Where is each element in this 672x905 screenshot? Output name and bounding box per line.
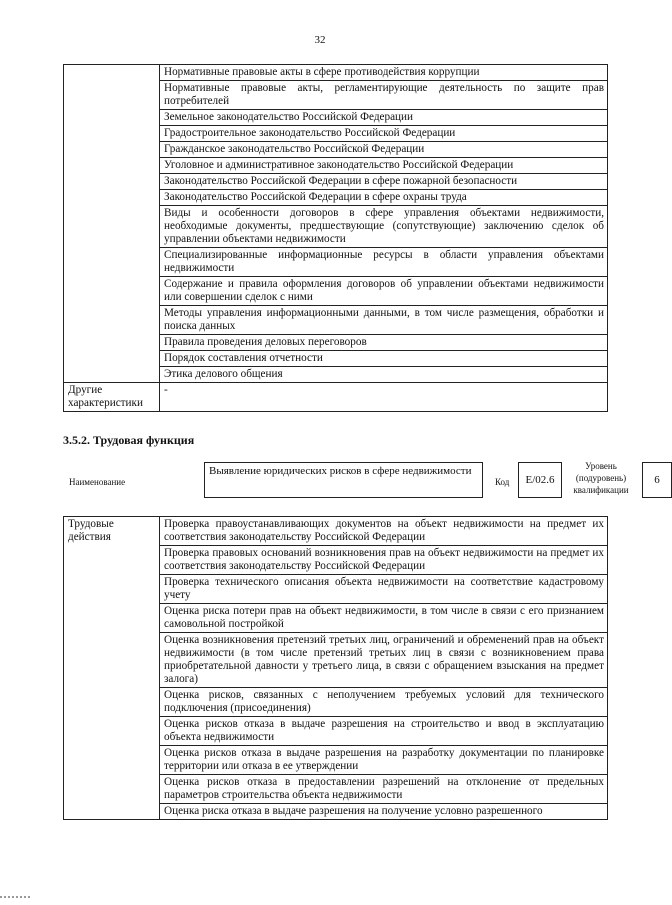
- section-heading: 3.5.2. Трудовая функция: [63, 433, 195, 447]
- actions-table: [63, 516, 608, 820]
- labor-action-text: Проверка правоустанавливающих документов на объект недвижимости на предмет их соответствия законодательству Российской Федерации: [160, 517, 608, 546]
- actions-body: [64, 517, 608, 820]
- knowledge-item-text: Законодательство Российской Федерации в сфере пожарной безопасности: [160, 174, 608, 190]
- labor-action-text: Проверка правовых оснований возникновения прав на объект недвижимости на предмет их соответствия законодательству Российской Федерации: [160, 546, 608, 575]
- knowledge-item: [64, 65, 608, 81]
- row-group-label: Трудовые действия: [64, 517, 160, 820]
- labor-action-text: Проверка технического описания объекта недвижимости на соответствие кадастровому учету: [160, 575, 608, 604]
- page-number: 32: [314, 34, 326, 46]
- knowledge-item-text: Законодательство Российской Федерации в сфере охраны труда: [160, 190, 608, 206]
- knowledge-item-text: Порядок составления отчетности: [160, 351, 608, 367]
- knowledge-item-text: Этика делового общения: [160, 367, 608, 383]
- knowledge-item-text: Уголовное и административное законодательство Российской Федерации: [160, 158, 608, 174]
- labor-action-text: Оценка рисков отказа в предоставлении разрешений на отклонение от предельных параметров строительства объекта недвижимости: [160, 775, 608, 804]
- knowledge-item-text: Земельное законодательство Российской Федерации: [160, 110, 608, 126]
- labor-action-text: Оценка рисков, связанных с неполучением требуемых условий для технического подключения (присоединения): [160, 688, 608, 717]
- labor-action-text: Оценка рисков отказа в выдаче разрешения на разработку документации по планировке территории или отказа в ее утверждении: [160, 746, 608, 775]
- scan-edge-mark: [0, 896, 30, 898]
- other-characteristics-value: -: [160, 383, 608, 412]
- level-label: Уровень (подуровень) квалификации: [573, 461, 629, 495]
- knowledge-item-text: Градостроительное законодательство Российской Федерации: [160, 126, 608, 142]
- knowledge-item-text: Методы управления информационными данными, в том числе размещения, обработки и поиска данных: [160, 306, 608, 335]
- other-characteristics-row: [64, 383, 608, 412]
- knowledge-table: [63, 64, 608, 412]
- function-code: E/02.6: [518, 462, 562, 498]
- code-label: Код: [495, 477, 510, 487]
- labor-action: [64, 517, 608, 546]
- function-header: [63, 460, 660, 504]
- name-label: Наименование: [69, 477, 126, 487]
- labor-action-text: Оценка рисков отказа в выдаче разрешения на строительство и ввод в эксплуатацию объекта недвижимости: [160, 717, 608, 746]
- labor-action-text: Оценка риска потери прав на объект недвижимости, в том числе в связи с его признанием самовольной постройкой: [160, 604, 608, 633]
- row-group-label: [64, 65, 160, 383]
- knowledge-item-text: Специализированные информационные ресурсы в области управления объектами недвижимости: [160, 248, 608, 277]
- qualification-level: 6: [642, 462, 672, 498]
- knowledge-body: [64, 65, 608, 412]
- labor-action-text: Оценка возникновения претензий третьих лиц, ограничений и обременений прав на объект недвижимости (в том числе претензий третьих лиц в связи с возникновением права приобретательной давности у третьего лица, в связи с обращением взыскания на предмет залога): [160, 633, 608, 688]
- knowledge-item-text: Правила проведения деловых переговоров: [160, 335, 608, 351]
- other-characteristics-label: Другие характеристики: [64, 383, 160, 412]
- knowledge-item-text: Виды и особенности договоров в сфере управления объектами недвижимости, необходимые документы, предшествующие (сопутствующие) заключению сделок об управлении объектами недвижимости: [160, 206, 608, 248]
- knowledge-item-text: Гражданское законодательство Российской Федерации: [160, 142, 608, 158]
- knowledge-item-text: Содержание и правила оформления договоров об управлении объектами недвижимости или совершении сделок с ними: [160, 277, 608, 306]
- knowledge-item-text: Нормативные правовые акты в сфере противодействия коррупции: [160, 65, 608, 81]
- knowledge-item-text: Нормативные правовые акты, регламентирующие деятельность по защите прав потребителей: [160, 81, 608, 110]
- labor-action-text: Оценка риска отказа в выдаче разрешения на получение условно разрешенного: [160, 804, 608, 820]
- function-name: Выявление юридических рисков в сфере недвижимости: [204, 462, 483, 498]
